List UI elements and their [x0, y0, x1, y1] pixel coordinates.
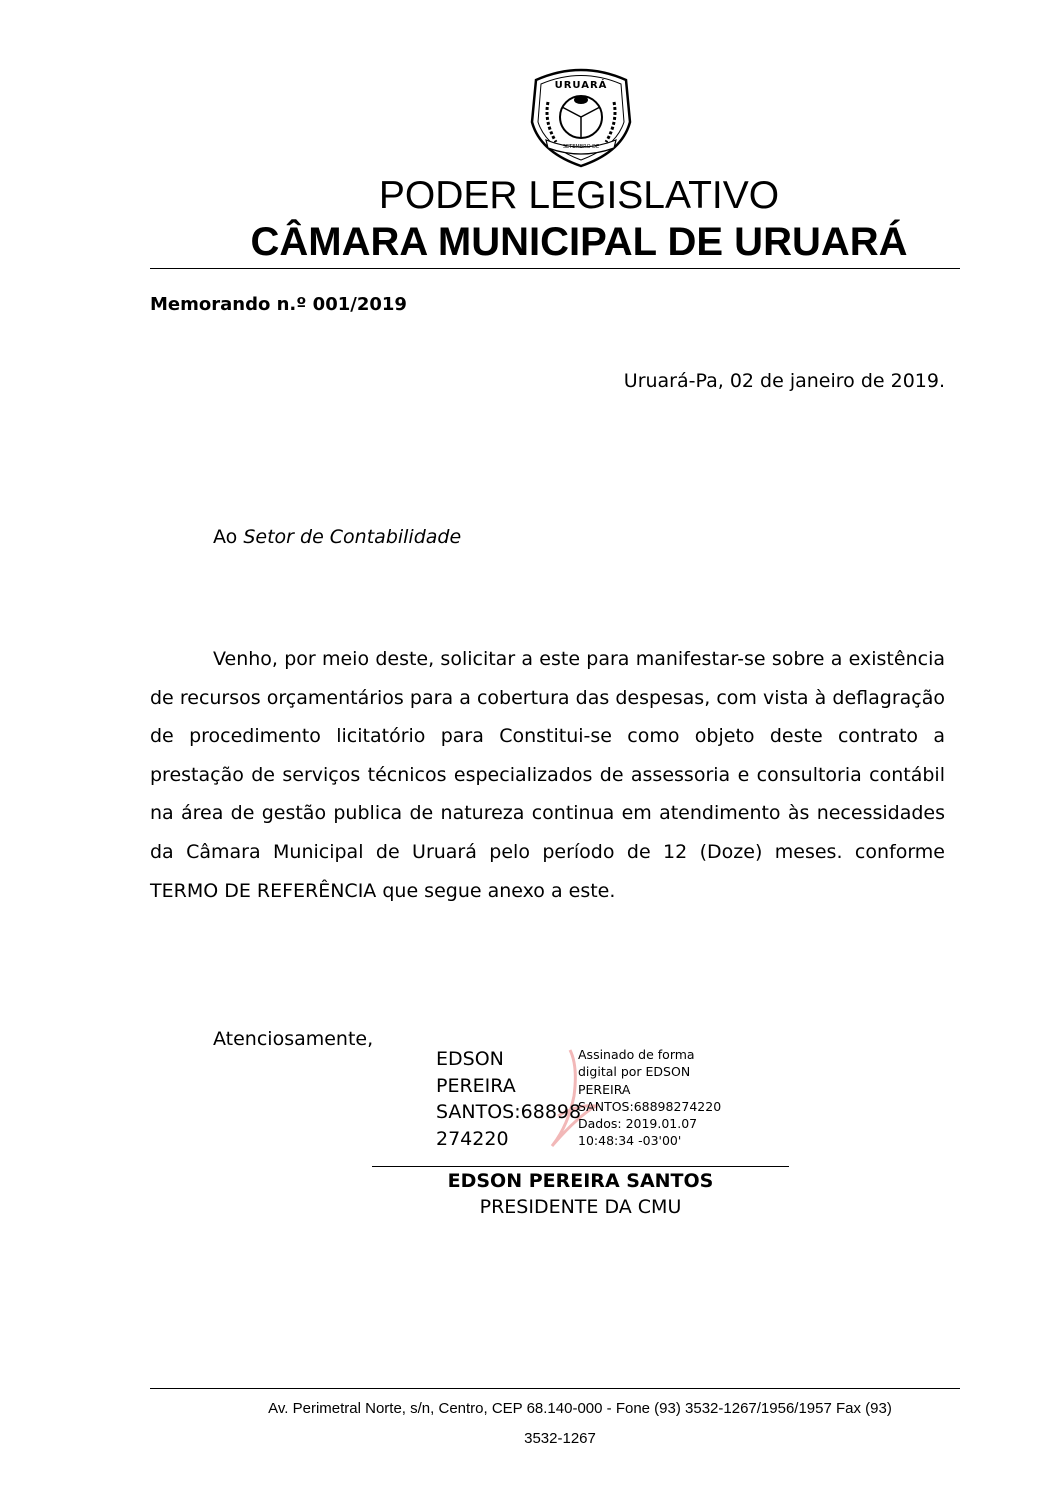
memo-number: Memorando n.º 001/2019 — [150, 294, 407, 315]
sig-detail-line: Dados: 2019.01.07 — [578, 1116, 698, 1132]
sig-detail-line: digital por EDSON — [578, 1064, 691, 1080]
recipient-prefix: Ao — [213, 526, 244, 548]
signatory-name: EDSON PEREIRA SANTOS — [447, 1170, 714, 1192]
closing: Atenciosamente, — [213, 1028, 374, 1050]
sig-detail-line: SANTOS:68898274220 — [578, 1098, 722, 1114]
footer-address: Av. Perimetral Norte, s/n, Centro, CEP 68.140-000 - Fone (93) 3532-1267/1956/1957 Fax (93) — [268, 1400, 892, 1417]
date-line: Uruará-Pa, 02 de janeiro de 2019. — [623, 370, 945, 392]
footer-divider — [150, 1388, 960, 1389]
municipal-seal-logo — [526, 62, 636, 168]
recipient — [213, 526, 461, 548]
institution-name: CÂMARA MUNICIPAL DE URUARÁ — [250, 220, 908, 264]
header-title: PODER LEGISLATIVO — [378, 174, 780, 217]
memo-body: Venho, por meio deste, solicitar a este para manifestar-se sobre a existência de recursos orçamentários para a cobertura das despesas, com vista à deflagração de procedimento licitatório para Constitui-se como objeto deste contrato a prestação de serviços técnicos especializados de assessoria e consultoria contábil na área de gestão publica de natureza continua em atendimento às necessidades da Câmara Municipal de Uruará pelo período de 12 (Doze) meses. conforme TERMO DE REFERÊNCIA que segue anexo a este. — [150, 648, 945, 902]
sig-detail-line: 10:48:34 -03'00' — [578, 1133, 682, 1149]
sig-name-line: EDSON — [436, 1048, 504, 1070]
sig-detail-line: PEREIRA — [578, 1081, 631, 1097]
recipient-name: Setor de Contabilidade — [243, 526, 462, 548]
sig-name-line: 274220 — [436, 1127, 509, 1150]
header-divider — [150, 268, 960, 269]
digital-signature-name — [436, 1046, 581, 1152]
svg-text:URUARÁ: URUARÁ — [554, 80, 608, 91]
signature-line — [372, 1166, 789, 1167]
sig-detail-line: Assinado de forma — [578, 1047, 695, 1062]
sig-name-line: PEREIRA — [436, 1074, 516, 1097]
svg-text:SETEMBRO DE: SETEMBRO DE — [562, 144, 600, 150]
sig-name-line: SANTOS:68898 — [436, 1101, 582, 1123]
footer-fax: 3532-1267 — [524, 1430, 596, 1447]
digital-signature-details — [578, 1046, 721, 1150]
signatory-role: PRESIDENTE DA CMU — [479, 1196, 682, 1218]
